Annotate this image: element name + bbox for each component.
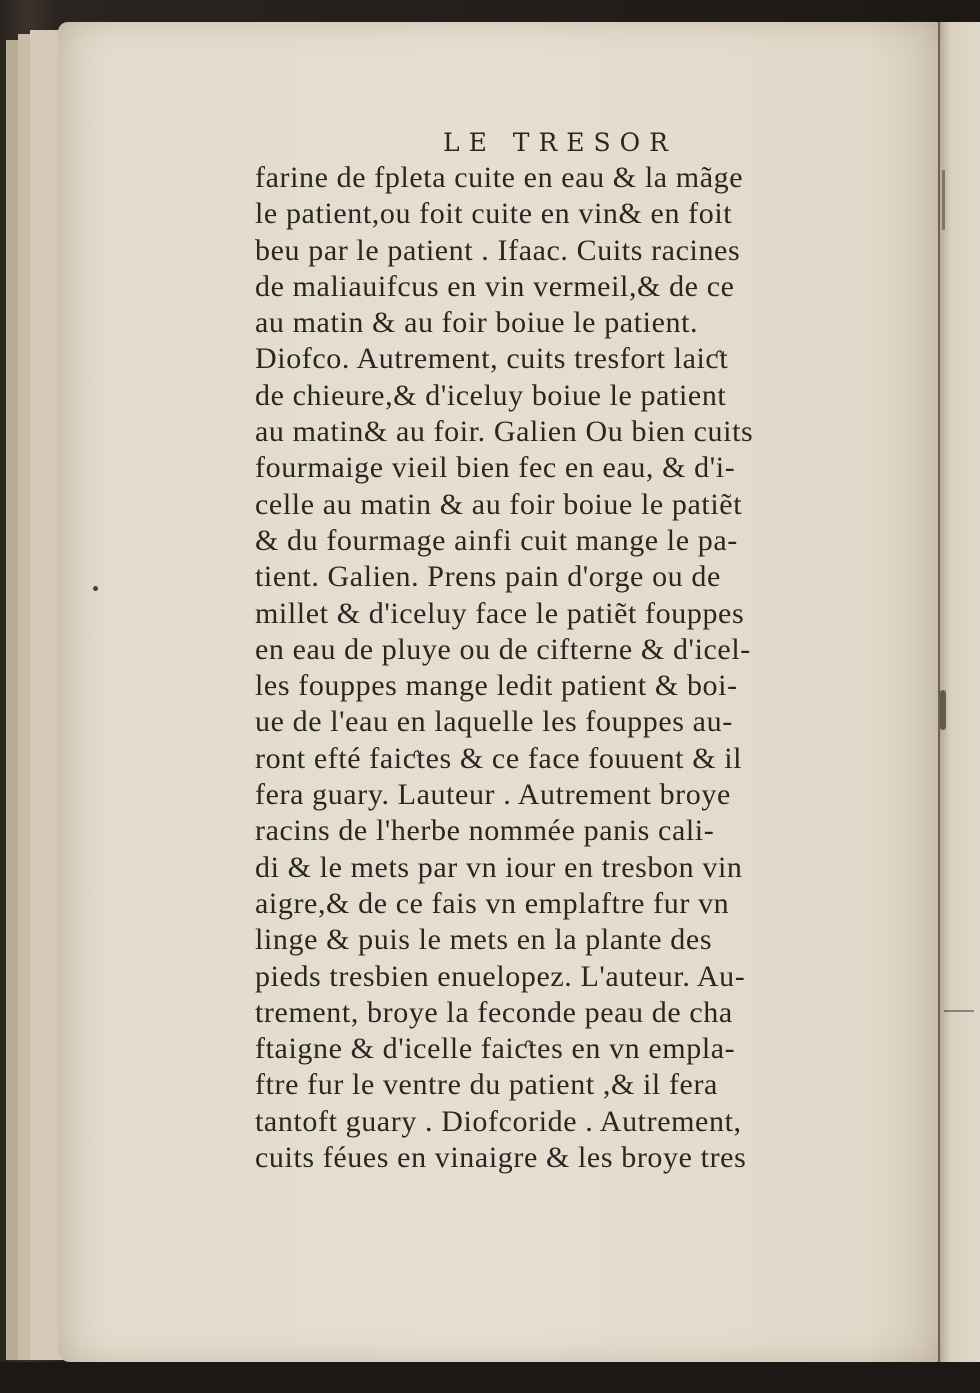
text-line: cuits féues en vinaigre & les broye tres xyxy=(255,1141,747,1175)
text-line: fourmaige vieil bien fec en eau, & d'i- xyxy=(255,451,736,485)
text-line: millet & d'iceluy face le patiẽt fouppes xyxy=(255,596,745,630)
ink-mark xyxy=(944,1010,974,1012)
ink-dot xyxy=(93,586,98,591)
text-line: fera guary. Lauteur . Autrement broye xyxy=(255,778,731,812)
book-bottom-edge xyxy=(0,1362,980,1393)
text-line: ront efté faiƈtes & ce face fouuent & il xyxy=(255,741,743,775)
text-line: trement, broye la feconde peau de cha xyxy=(255,995,733,1029)
text-line: Diofco. Autrement, cuits tresfort laiƈt xyxy=(255,342,729,376)
text-line: tient. Galien. Prens pain d'orge ou de xyxy=(255,560,721,594)
body-text xyxy=(255,160,865,1176)
text-line: les fouppes mange ledit patient & boi- xyxy=(255,669,738,703)
text-line: & du fourmage ainfi cuit mange le pa- xyxy=(255,523,738,557)
text-line: beu par le patient . Ifaac. Cuits racines xyxy=(255,233,741,267)
text-line: racins de l'herbe nommée panis cali- xyxy=(255,814,715,848)
text-line: pieds tresbien enuelopez. L'autеur. Au- xyxy=(255,959,746,993)
text-line: en eau de pluye ou de cifterne & d'icel- xyxy=(255,632,751,666)
text-line: farine de fpleta cuite en eau & la mãge xyxy=(255,161,744,194)
text-line: ue de l'eau en laquelle les fouppes au- xyxy=(255,705,733,739)
text-line: linge & puis le mets en la plante des xyxy=(255,923,713,957)
text-line: le patient,ou foit cuite en vin& en foit xyxy=(255,197,733,231)
text-line: aigre,& de ce fais vn emplaftre fur vn xyxy=(255,886,730,920)
text-line: de maliauifcus en vin vermeil,& de ce xyxy=(255,269,735,303)
text-line: di & le mets par vn iour en tresbon vin xyxy=(255,850,743,884)
text-line: de chieure,& d'iceluy boiue le patient xyxy=(255,378,727,412)
text-line: au matin & au foir boiue le patient. xyxy=(255,306,699,340)
ink-mark xyxy=(940,690,946,730)
text-line: ftre fur le ventre du patient ,& il fera xyxy=(255,1068,718,1102)
text-line: au matin& au foir. Galien Ou bien cuits xyxy=(255,415,754,449)
text-line: celle au matin & au foir boiue le patiẽt xyxy=(255,487,743,521)
ink-mark xyxy=(942,170,945,230)
text-line: tantoft guary . Diofcoride . Autrement, xyxy=(255,1104,742,1138)
text-line: ftaigne & d'icelle faiƈtes en vn empla- xyxy=(255,1032,736,1066)
running-head: LE TRESOR xyxy=(443,128,677,157)
